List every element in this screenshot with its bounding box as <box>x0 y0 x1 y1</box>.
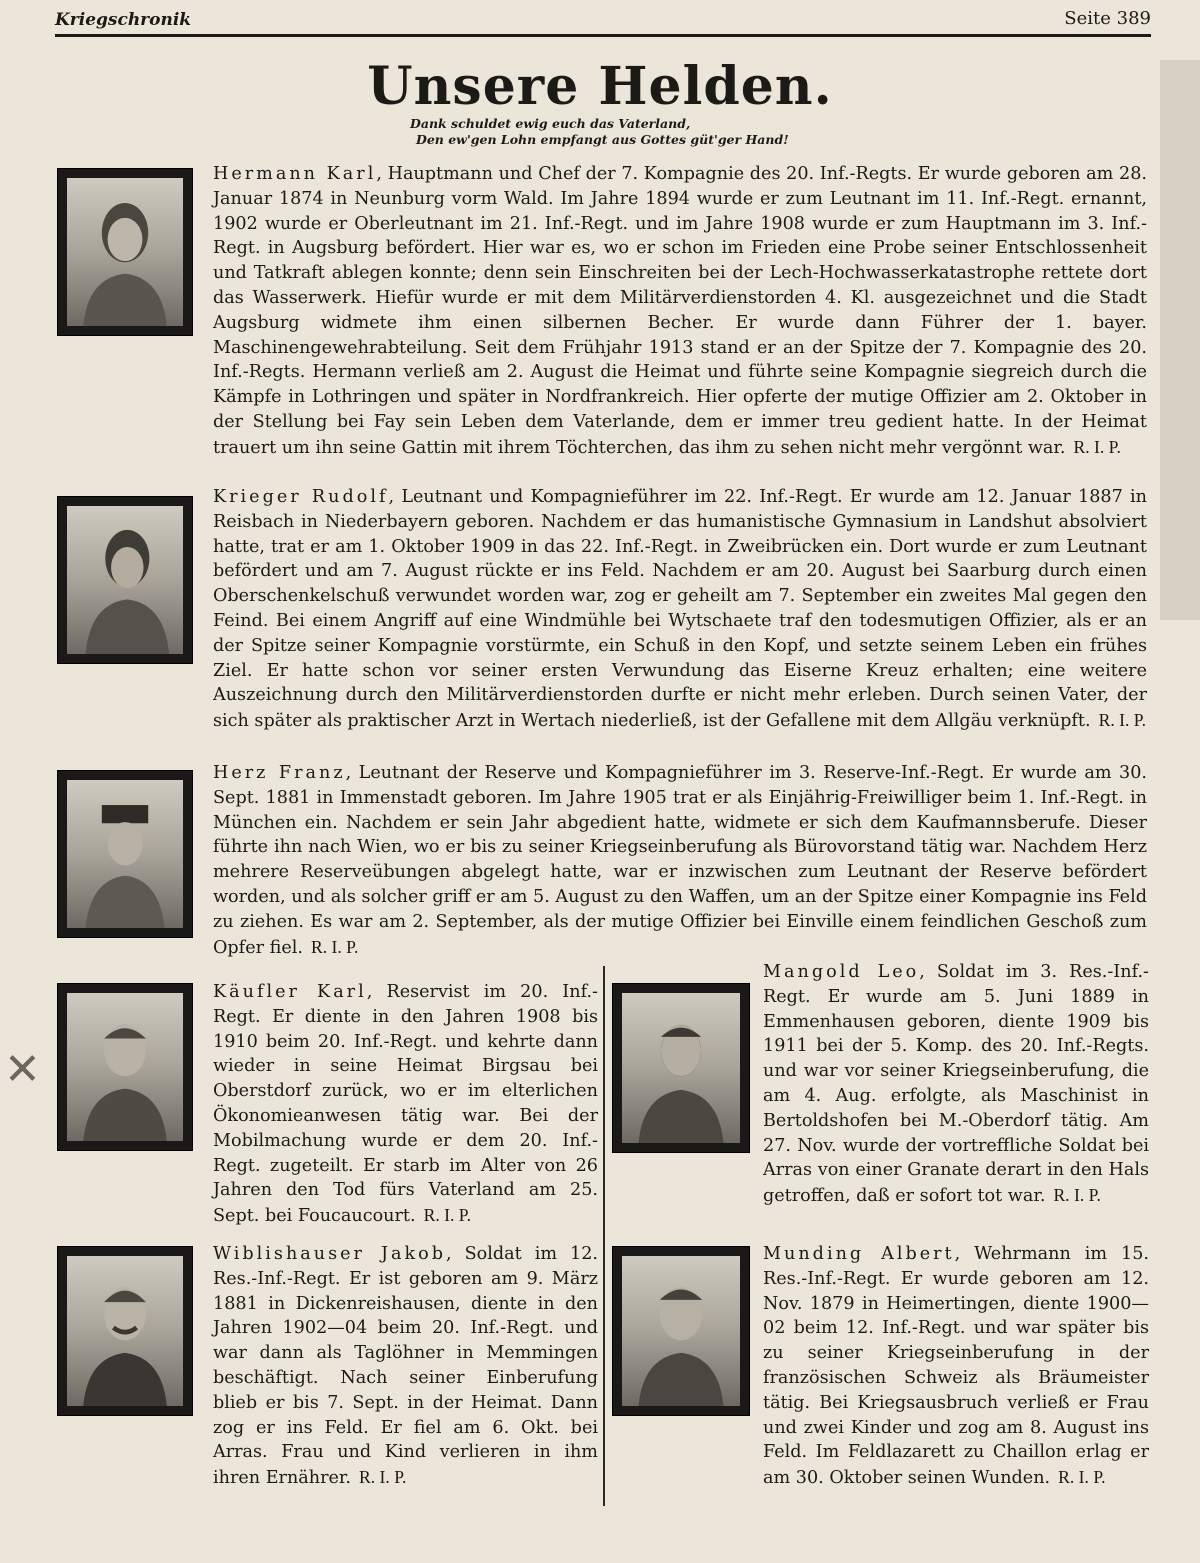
page-title: Unsere Helden. <box>367 56 833 117</box>
portrait-wiblishauser-jakob <box>57 1246 193 1416</box>
entry-krieger-rudolf <box>213 485 1147 734</box>
page-bleed-through <box>1160 60 1200 620</box>
motto <box>410 116 830 148</box>
entry-kaeufler-karl <box>213 980 598 1229</box>
portrait-mangold-leo <box>612 983 750 1153</box>
entry-wiblishauser-jakob <box>213 1242 598 1491</box>
page-number: Seite 389 <box>1064 8 1151 29</box>
portrait-figure-icon <box>622 993 740 1143</box>
portrait-herz-franz <box>57 770 193 938</box>
portrait-figure-icon <box>67 1256 183 1406</box>
entry-name: Krieger Rudolf <box>213 487 389 507</box>
portrait-figure-icon <box>67 178 183 326</box>
entry-rip: R. I. P. <box>310 936 359 957</box>
entry-text: , Reservist im 20. Inf.-Regt. Er diente in den Jahren 1908 bis 1910 beim 20. Inf.-Regt. und kehrte dann wieder in seine Heimat Birgsau bei Oberstdorf zurück, wo er im elterlichen Ökonomieanwesen tätig war. Bei der Mobilmachung wurde er dem 20. Inf.-Regt. zugeteilt. Er starb im Alter von 26 Jahren den Tod fürs Vaterland am 25. Sept. bei Foucaucourt. <box>213 982 598 1227</box>
entry-rip: R. I. P. <box>359 1467 407 1488</box>
motto-line-1: Dank schuldet ewig euch das Vaterland, <box>410 116 691 131</box>
entry-name: Herz Franz <box>213 763 346 783</box>
motto-line-2: Den ew'gen Lohn empfangt aus Gottes güt'ger Hand! <box>416 132 789 147</box>
entry-herz-franz <box>213 761 1147 960</box>
entry-text: , Soldat im 12. Res.-Inf.-Regt. Er ist geboren am 9. März 1881 in Dickenreishausen, diente in den Jahren 1902—04 beim 20. Inf.-Regt. und war dann als Taglöhner in Memmingen beschäftigt. Nach seiner Einberufung blieb er bis 7. Sept. in der Heimat. Dann zog er ins Feld. Er fiel am 6. Okt. bei Arras. Frau und Kind verlieren in ihm ihren Ernährer. <box>213 1244 598 1489</box>
column-divider <box>603 966 605 1506</box>
entry-mangold-leo <box>763 960 1149 1209</box>
entry-name: Wiblishauser Jakob <box>213 1244 447 1264</box>
entry-hermann-karl <box>213 162 1147 461</box>
portrait-figure-icon <box>67 993 183 1141</box>
portrait-figure-icon <box>67 506 183 654</box>
publication-name: Kriegschronik <box>55 10 192 30</box>
handwritten-x-mark: ✕ <box>4 1044 41 1095</box>
portrait-krieger-rudolf <box>57 496 193 664</box>
entry-rip: R. I. P. <box>423 1205 471 1226</box>
portrait-figure-icon <box>622 1256 740 1406</box>
entry-name: Hermann Karl <box>213 164 377 184</box>
entry-text: , Leutnant der Reserve und Kompagnieführer im 3. Reserve-Inf.-Regt. Er wurde am 30. Sept. 1881 in Immenstadt geboren. Im Jahre 1905 trat er als Einjährig-Freiwilliger beim 1. Inf.-Regt. in München ein. Nachdem er sein Jahr abgedient hatte, widmete er sich dem Kaufmannsberufe. Dieser führte ihn nach Wien, wo er bis zu seiner Kriegseinberufung als Bürovorstand tätig war. Nachdem Herz mehrere Reserveübungen abgelegt hatte, war er inzwischen zum Leutnant der Reserve befördert worden, und als solcher griff er am 5. August zu den Waffen, um an der Spitze einer Kompagnie ins Feld zu ziehen. Es war am 2. September, als der mutige Offizier bei Einville einem feindlichen Geschoß zum Opfer fiel. <box>213 763 1147 958</box>
entry-text: , Wehrmann im 15. Res.-Inf.-Regt. Er wurde geboren am 12. Nov. 1879 in Heimertingen, diente 1900—02 beim 12. Inf.-Regt. und war später bis zu seiner Kriegseinberufung in der französischen Schweiz als Bräumeister tätig. Bei Kriegsausbruch verließ er Frau und zwei Kinder und zog am 8. August ins Feld. Im Feldlazarett zu Chaillon erlag er am 30. Oktober seinen Wunden. <box>763 1244 1149 1489</box>
entry-name: Käufler Karl <box>213 982 367 1002</box>
entry-text: , Hauptmann und Chef der 7. Kompagnie des 20. Inf.-Regts. Er wurde geboren am 28. Januar 1874 in Neunburg vorm Wald. Im Jahre 1894 wurde er zum Leutnant im 11. Inf.-Regt. ernannt, 1902 wurde er Oberleutnant im 21. Inf.-Regt. und im Jahre 1908 wurde er zum Hauptmann im 3. Inf.-Regt. in Augsburg befördert. Hier war es, wo er schon im Frieden eine Probe seiner Entschlossenheit und Tatkraft ablegen konnte; denn sein Einschreiten bei der Lech-Hochwasserkatastrophe rettete dort das Wasserwerk. Hiefür wurde er mit dem Militärverdienstorden 4. Kl. ausgezeichnet und die Stadt Augsburg widmete ihm einen silbernen Becher. Er wurde dann Führer der 1. bayer. Maschinengewehrabteilung. Seit dem Frühjahr 1913 stand er an der Spitze der 7. Kompagnie des 20. Inf.-Regts. Hermann verließ am 2. August die Heimat und führte seine Kompagnie siegreich durch die Kämpfe in Lothringen und später in Nordfrankreich. Hier opferte der mutige Offizier am 2. Oktober in der Stellung bei Fay sein Leben dem Vaterlande, dem er immer treu gedient hatte. In der Heimat trauert um ihn seine Gattin mit ihrem Töchterchen, das ihm zu sehen nicht mehr vergönnt war. <box>213 164 1148 458</box>
entry-rip: R. I. P. <box>1058 1467 1106 1488</box>
entry-rip: R. I. P. <box>1053 1185 1101 1206</box>
portrait-hermann-karl <box>57 168 193 336</box>
entry-rip: R. I. P. <box>1073 436 1121 457</box>
portrait-munding-albert <box>612 1246 750 1416</box>
entry-name: Mangold Leo <box>763 962 920 982</box>
portrait-figure-icon <box>67 780 183 928</box>
entry-munding-albert <box>763 1242 1149 1491</box>
entry-text: , Leutnant und Kompagnieführer im 22. Inf.-Regt. Er wurde am 12. Januar 1887 in Reisbach in Niederbayern geboren. Nachdem er das humanistische Gymnasium in Landshut absolviert hatte, trat er am 1. Oktober 1909 in das 22. Inf.-Regt. in Zweibrücken ein. Dort wurde er zum Leutnant befördert und am 7. August rückte er ins Feld. Nachdem er am 20. August bei Saarburg durch einen Oberschenkelschuß verwundet worden war, zog er geheilt am 7. September ein zweites Mal gegen den Feind. Bei einem Angriff auf eine Windmühle bei Wytschaete traf den todesmutigen Offizier, als er an der Spitze seiner Kompagnie vorstürmte, ein Schuß in den Kopf, und setzte seinem Leben ein frühes Ziel. Er hatte schon vor seiner ersten Verwundung das Eiserne Kreuz erhalten; eine weitere Auszeichnung durch den Militärverdienstorden durfte er nicht mehr erleben. Durch seinen Vater, der sich später als praktischer Arzt in Wertach niederließ, ist der Gefallene mit dem Allgäu verknüpft. <box>213 487 1147 732</box>
entry-rip: R. I. P. <box>1098 710 1147 731</box>
portrait-kaeufler-karl <box>57 983 193 1151</box>
entry-text: , Soldat im 3. Res.-Inf.-Regt. Er wurde am 5. Juni 1889 in Emmenhausen geboren, diente 1909 bis 1911 bei der 5. Komp. des 20. Inf.-Regts. und war vor seiner Kriegseinberufung, die am 4. Aug. erfolgte, als Maschinist in Bertoldshofen bei M.-Oberdorf tätig. Am 27. Nov. wurde der vortreffliche Soldat bei Arras von einer Granate derart in den Hals getroffen, daß er sofort tot war. <box>763 962 1149 1207</box>
entry-name: Munding Albert <box>763 1244 955 1264</box>
page-header <box>55 4 1151 37</box>
